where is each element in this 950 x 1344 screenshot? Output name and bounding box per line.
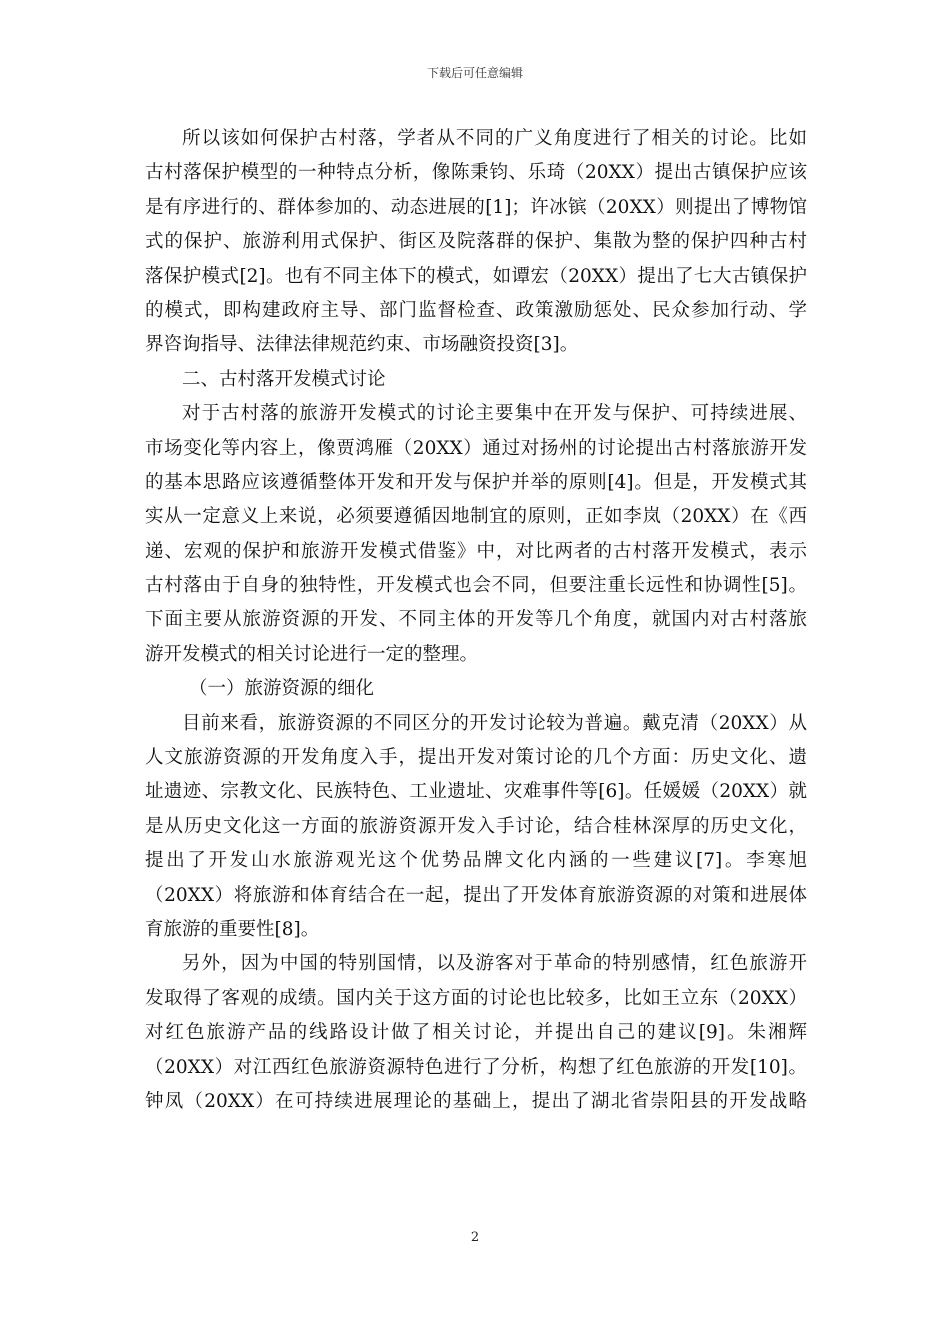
text-line: 对红色旅游产品的线路设计做了相关讨论，并提出自己的建议[9]。朱湘辉 [145,1022,807,1044]
text-line: 所以该如何保护古村落，学者从不同的广义角度进行了相关的讨论。比如 [182,128,807,149]
page-header: 下载后可任意编辑 [426,66,523,80]
body-text [145,122,807,1119]
text-line: 提出了开发山水旅游观光这个优势品牌文化内涵的一些建议[7]。李寒旭 [145,850,807,872]
text-line: 是从历史文化这一方面的旅游资源开发入手讨论，结合桂林深厚的历史文化， [145,815,807,837]
text-line: 界咨询指导、法律法律规范约束、市场融资投资[3]。 [145,334,579,356]
text-line: 是有序进行的、群体参加的、动态进展的[1]；许冰镔（20XX）则提出了博物馆 [145,196,807,218]
text-line: 另外，因为中国的特别国情，以及游客对于革命的特别感情，红色旅游开 [182,953,807,975]
text-line: （一）旅游资源的细化 [189,678,375,700]
text-line: 递、宏观的保护和旅游开发模式借鉴》中，对比两者的古村落开发模式，表示 [145,540,807,562]
text-line: （20XX）将旅游和体育结合在一起，提出了开发体育旅游资源的对策和进展体 [145,884,807,906]
text-line: 古村落由于自身的独特性，开发模式也会不同，但要注重长远性和协调性[5]。 [145,575,807,597]
page-number: 2 [470,1230,480,1245]
text-line: 实从一定意义上来说，必须要遵循因地制宜的原则，正如李岚（20XX）在《西 [145,506,807,528]
text-line: 游开发模式的相关讨论进行一定的整理。 [145,643,479,665]
text-line: 目前来看，旅游资源的不同区分的开发讨论较为普遍。戴克清（20XX）从 [182,712,807,734]
text-line: 落保护模式[2]。也有不同主体下的模式，如谭宏（20XX）提出了七大古镇保护 [145,265,807,287]
text-line: 的模式，即构建政府主导、部门监督检查、政策激励惩处、民众参加行动、学 [145,299,807,321]
text-line: 式的保护、旅游利用式保护、街区及院落群的保护、集散为整的保护四种古村 [145,231,807,253]
text-line: 育旅游的重要性[8]。 [145,918,320,940]
text-line: 钟凤（20XX）在可持续进展理论的基础上，提出了湖北省崇阳县的开发战略 [145,1090,807,1112]
text-line: 二、古村落开发模式讨论 [182,368,386,390]
text-line: 下面主要从旅游资源的开发、不同主体的开发等几个角度，就国内对古村落旅 [145,609,807,631]
text-line: 市场变化等内容上，像贾鸿雁（20XX）通过对扬州的讨论提出古村落旅游开发 [145,437,807,459]
text-line: 的基本思路应该遵循整体开发和开发与保护并举的原则[4]。但是，开发模式其 [145,471,807,493]
text-line: 古村落保护模型的一种特点分析，像陈秉钧、乐琦（20XX）提出古镇保护应该 [145,162,807,184]
text-line: （20XX）对江西红色旅游资源特色进行了分析，构想了红色旅游的开发[10]。 [145,1056,807,1078]
text-line: 址遗迹、宗教文化、民族特色、工业遗址、灾难事件等[6]。任媛媛（20XX）就 [145,781,807,803]
text-line: 发取得了客观的成绩。国内关于这方面的讨论也比较多，比如王立东（20XX） [145,987,807,1009]
text-line: 人文旅游资源的开发角度入手，提出开发对策讨论的几个方面：历史文化、遗 [145,747,807,769]
text-line: 对于古村落的旅游开发模式的讨论主要集中在开发与保护、可持续进展、 [182,403,807,425]
